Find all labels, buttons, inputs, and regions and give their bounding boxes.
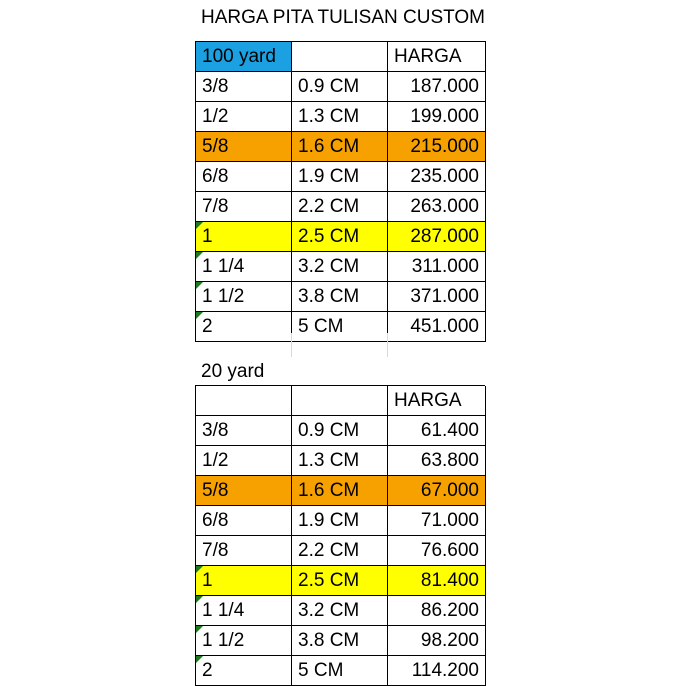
price-cell-text: 63.800 (420, 450, 479, 471)
spacer-rows (195, 333, 485, 357)
price-cell (388, 566, 486, 596)
price-cell (388, 656, 486, 686)
price-cell-text: 235.000 (410, 166, 479, 187)
width-cm-cell-text: 3.8 CM (298, 630, 360, 651)
table-header-row (196, 386, 486, 416)
comment-marker-icon (196, 626, 203, 633)
table-row (196, 506, 486, 536)
price-cell-text: 114.200 (411, 660, 479, 681)
price-cell-text: 61.400 (420, 420, 479, 441)
empty-header-cell (292, 42, 388, 72)
size-cell (196, 446, 292, 476)
comment-marker-icon (196, 222, 203, 229)
price-table-100-yard (195, 41, 486, 342)
size-cell-text: 1 1/2 (202, 286, 245, 307)
width-cm-cell (292, 222, 388, 252)
width-cm-cell (292, 252, 388, 282)
table-row (196, 536, 486, 566)
size-cell (196, 222, 292, 252)
empty-header-cell (196, 386, 292, 416)
size-cell (196, 282, 292, 312)
price-cell (388, 626, 486, 656)
size-cell-text: 7/8 (202, 540, 229, 561)
width-cm-cell-text: 0.9 CM (298, 420, 360, 441)
table-row (196, 626, 486, 656)
price-cell-text: 86.200 (420, 600, 479, 621)
table-row (196, 566, 486, 596)
price-cell-text: 71.000 (420, 510, 479, 531)
table-row (196, 162, 486, 192)
width-cm-cell (292, 192, 388, 222)
price-cell-text: 311.000 (411, 256, 479, 277)
price-cell (388, 596, 486, 626)
table-row (196, 102, 486, 132)
size-cell-text: 2 (202, 316, 213, 337)
size-cell (196, 536, 292, 566)
width-cm-cell-text: 1.6 CM (298, 136, 360, 157)
width-cm-cell-text: 3.2 CM (298, 256, 360, 277)
size-cell-text: 1/2 (202, 106, 229, 127)
price-cell (388, 102, 486, 132)
size-cell (196, 596, 292, 626)
size-cell-text: 1 1/4 (202, 600, 245, 621)
size-cell-text: 5/8 (202, 480, 229, 501)
table-row (196, 476, 486, 506)
width-cm-cell-text: 2.5 CM (298, 570, 360, 591)
width-cm-cell (292, 72, 388, 102)
price-cell-text: 263.000 (410, 196, 479, 217)
size-cell (196, 656, 292, 686)
width-cm-cell-text: 1.6 CM (298, 480, 360, 501)
comment-marker-icon (196, 252, 203, 259)
price-cell-text: 187.000 (410, 76, 479, 97)
comment-marker-icon (196, 312, 203, 319)
price-cell (388, 192, 486, 222)
size-cell (196, 416, 292, 446)
size-cell (196, 132, 292, 162)
width-cm-cell (292, 416, 388, 446)
size-cell-text: 3/8 (202, 420, 229, 441)
width-cm-cell (292, 596, 388, 626)
price-cell (388, 506, 486, 536)
width-cm-cell (292, 446, 388, 476)
size-cell-text: 1 1/4 (202, 256, 245, 277)
table-row (196, 656, 486, 686)
width-cm-cell (292, 102, 388, 132)
size-cell-text: 1 1/2 (202, 630, 245, 651)
width-cm-cell-text: 3.2 CM (298, 600, 360, 621)
price-cell (388, 72, 486, 102)
price-cell-text: 81.400 (420, 570, 479, 591)
price-cell-text: 371.000 (410, 286, 479, 307)
price-cell (388, 536, 486, 566)
size-cell (196, 252, 292, 282)
comment-marker-icon (196, 596, 203, 603)
width-cm-cell-text: 3.8 CM (298, 286, 360, 307)
table-row (196, 282, 486, 312)
size-cell-text: 1/2 (202, 450, 229, 471)
size-cell (196, 162, 292, 192)
width-cm-cell (292, 626, 388, 656)
width-cm-cell-text: 0.9 CM (298, 76, 360, 97)
width-cm-cell (292, 476, 388, 506)
yard-label: 100 yard (196, 42, 292, 72)
size-cell-text: 2 (202, 660, 213, 681)
size-cell-text: 6/8 (202, 166, 229, 187)
price-cell-text: 287.000 (410, 226, 479, 247)
width-cm-cell-text: 1.3 CM (298, 450, 360, 471)
width-cm-cell-text: 2.5 CM (298, 226, 360, 247)
size-cell-text: 6/8 (202, 510, 229, 531)
size-cell (196, 192, 292, 222)
price-cell (388, 222, 486, 252)
table-row (196, 252, 486, 282)
price-header: HARGA (388, 42, 486, 72)
price-cell (388, 476, 486, 506)
width-cm-cell (292, 282, 388, 312)
width-cm-cell-text: 5 CM (298, 316, 344, 337)
size-cell-text: 5/8 (202, 136, 229, 157)
width-cm-cell-text: 2.2 CM (298, 196, 360, 217)
price-cell-text: 67.000 (420, 480, 479, 501)
price-cell (388, 282, 486, 312)
size-cell (196, 626, 292, 656)
width-cm-cell (292, 656, 388, 686)
price-cell-text: 215.000 (410, 136, 479, 157)
width-cm-cell (292, 506, 388, 536)
size-cell (196, 476, 292, 506)
width-cm-cell (292, 132, 388, 162)
price-cell (388, 132, 486, 162)
comment-marker-icon (196, 282, 203, 289)
price-cell (388, 416, 486, 446)
width-cm-cell (292, 162, 388, 192)
empty-header-cell (292, 386, 388, 416)
price-table-20-yard (195, 386, 486, 686)
size-cell (196, 506, 292, 536)
table-row (196, 596, 486, 626)
price-cell-text: 451.000 (410, 316, 479, 337)
comment-marker-icon (196, 656, 203, 663)
size-cell (196, 102, 292, 132)
size-cell-text: 1 (202, 570, 213, 591)
price-cell (388, 446, 486, 476)
width-cm-cell-text: 1.9 CM (298, 166, 360, 187)
price-cell (388, 162, 486, 192)
size-cell (196, 72, 292, 102)
size-cell-text: 1 (202, 226, 213, 247)
width-cm-cell-text: 5 CM (298, 660, 344, 681)
table-row (196, 192, 486, 222)
price-cell (388, 252, 486, 282)
width-cm-cell-text: 1.3 CM (298, 106, 360, 127)
price-cell-text: 76.600 (420, 540, 479, 561)
price-cell-text: 199.000 (410, 106, 479, 127)
table-row (196, 446, 486, 476)
table-row (196, 72, 486, 102)
price-cell-text: 98.200 (420, 630, 479, 651)
table-header-row (196, 42, 486, 72)
table-row (196, 132, 486, 162)
width-cm-cell (292, 536, 388, 566)
table-row (196, 222, 486, 252)
size-cell (196, 566, 292, 596)
width-cm-cell-text: 1.9 CM (298, 510, 360, 531)
page-title: HARGA PITA TULISAN CUSTOM (201, 7, 486, 28)
price-header: HARGA (388, 386, 486, 416)
yard-label-20: 20 yard (195, 357, 485, 386)
size-cell-text: 3/8 (202, 76, 229, 97)
table-row (196, 416, 486, 446)
size-cell-text: 7/8 (202, 196, 229, 217)
width-cm-cell (292, 566, 388, 596)
comment-marker-icon (196, 566, 203, 573)
width-cm-cell-text: 2.2 CM (298, 540, 360, 561)
